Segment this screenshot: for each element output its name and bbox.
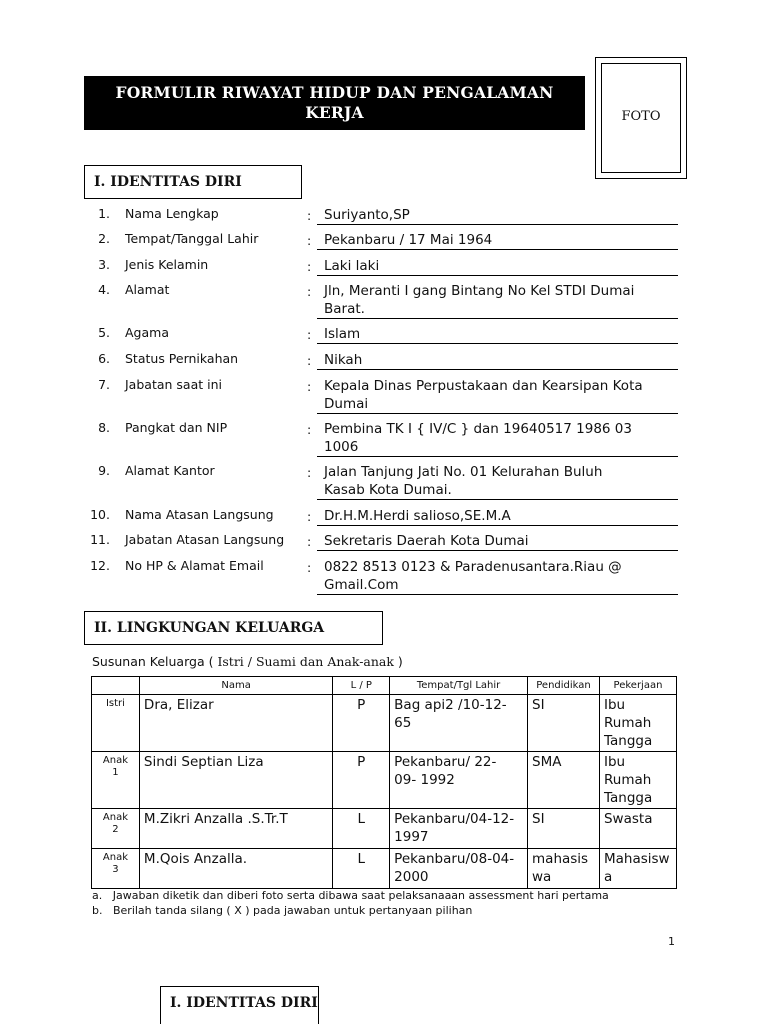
table-cell-pendidikan[interactable] <box>528 695 600 752</box>
relation-number: 3 <box>112 864 119 875</box>
table-header-ttl: Tempat/Tgl Lahir <box>390 677 528 695</box>
cell-line: Mahasisw <box>603 851 670 867</box>
relation-text: Anak <box>102 812 129 823</box>
relation-text: Anak <box>102 852 129 863</box>
field-colon: : <box>307 284 312 299</box>
table-cell-pekerjaan[interactable] <box>599 849 676 889</box>
next-page-section-title: I. IDENTITAS DIRI <box>160 986 319 1024</box>
cell-line: Pekanbaru/08-04- <box>394 851 515 867</box>
field-number: 10. <box>90 507 110 522</box>
photo-box[interactable] <box>595 57 687 179</box>
field-value-line: Gmail.Com <box>324 577 399 593</box>
field-number: 5. <box>98 325 110 340</box>
field-colon: : <box>307 327 312 342</box>
note-letter: a. <box>92 889 103 902</box>
field-value-text: Pekanbaru / 17 Mai 1964 <box>324 232 493 248</box>
field-label: Jabatan Atasan Langsung <box>125 532 285 547</box>
table-cell-pekerjaan[interactable] <box>599 809 676 849</box>
field-number: 1. <box>98 206 110 221</box>
cell-line: 2000 <box>394 869 429 885</box>
table-cell-lp[interactable]: P <box>333 695 390 752</box>
note-letter: b. <box>92 904 103 917</box>
table-cell-nama[interactable]: Sindi Septian Liza <box>139 752 332 809</box>
field-colon: : <box>307 208 312 223</box>
field-value-line: Dumai <box>324 396 369 412</box>
field-colon: : <box>307 353 312 368</box>
note-text: Berilah tanda silang ( X ) pada jawaban untuk pertanyaan pilihan <box>112 904 473 917</box>
field-value-atasan[interactable] <box>317 507 678 526</box>
cell-line: Tangga <box>603 790 653 806</box>
field-value-kelamin[interactable] <box>317 257 678 276</box>
cell-line: 09- 1992 <box>394 772 455 788</box>
field-value-text: Sekretaris Daerah Kota Dumai <box>324 533 529 549</box>
field-value-line: 0822 8513 0123 & Paradenusantara.Riau @ <box>324 559 622 575</box>
field-label: Tempat/Tanggal Lahir <box>125 231 259 246</box>
field-label: Status Pernikahan <box>125 351 239 366</box>
family-caption-b: Istri / Suami dan Anak-anak <box>217 654 394 669</box>
note-text: Jawaban diketik dan diberi foto serta dibawa saat pelaksanaaan assessment hari pertama <box>112 889 609 902</box>
field-label: Nama Lengkap <box>125 206 219 221</box>
field-colon: : <box>307 560 312 575</box>
table-cell-relation <box>92 752 140 809</box>
cell-line: SMA <box>532 754 562 770</box>
table-header-pendidikan: Pendidikan <box>528 677 600 695</box>
table-header-lp: L / P <box>333 677 390 695</box>
table-cell-lp[interactable]: L <box>333 849 390 889</box>
field-value-jabatan[interactable] <box>317 377 678 414</box>
form-title <box>84 76 585 130</box>
field-value-line: Jalan Tanjung Jati No. 01 Kelurahan Buluh <box>324 464 603 480</box>
cell-line: mahasis <box>532 851 589 867</box>
field-value-ttl[interactable] <box>317 231 678 250</box>
table-header-nama: Nama <box>139 677 332 695</box>
relation-number: 1 <box>112 767 119 778</box>
field-number: 11. <box>90 532 110 547</box>
table-cell-ttl[interactable] <box>390 809 528 849</box>
table-cell-nama[interactable]: M.Qois Anzalla. <box>139 849 332 889</box>
field-value-text: Suriyanto,SP <box>324 207 410 223</box>
relation-text: Anak <box>102 755 129 766</box>
cell-line: SI <box>532 697 545 713</box>
field-number: 4. <box>98 282 110 297</box>
field-value-hp-email[interactable] <box>317 558 678 595</box>
cell-line: 65 <box>394 715 412 731</box>
field-colon: : <box>307 509 312 524</box>
note-a <box>92 889 609 902</box>
photo-label: FOTO <box>621 109 661 124</box>
cell-line: wa <box>532 869 552 885</box>
field-number: 6. <box>98 351 110 366</box>
family-caption-a: Susunan Keluarga ( <box>92 654 218 669</box>
table-cell-ttl[interactable] <box>390 849 528 889</box>
page-number: 1 <box>668 935 675 948</box>
table-cell-ttl[interactable] <box>390 752 528 809</box>
table-cell-ttl[interactable] <box>390 695 528 752</box>
family-table <box>91 676 677 889</box>
table-cell-relation <box>92 809 140 849</box>
cell-line: Tangga <box>603 733 653 749</box>
table-row <box>92 695 677 752</box>
cell-line: a <box>603 869 613 885</box>
field-value-line: Barat. <box>324 301 365 317</box>
field-value-line: Kasab Kota Dumai. <box>324 482 452 498</box>
cell-line: Ibu <box>603 754 626 770</box>
field-value-text: Laki laki <box>324 258 380 274</box>
field-colon: : <box>307 233 312 248</box>
table-cell-nama[interactable]: Dra, Elizar <box>139 695 332 752</box>
form-title-line1: FORMULIR RIWAYAT HIDUP DAN PENGALAMAN <box>115 83 554 102</box>
field-number: 7. <box>98 377 110 392</box>
section-keluarga-title: II. LINGKUNGAN KELUARGA <box>84 611 383 645</box>
cell-line: Rumah <box>603 715 652 731</box>
field-value-text: Dr.H.M.Herdi salioso,SE.M.A <box>324 508 511 524</box>
cell-line: Rumah <box>603 772 652 788</box>
form-title-line2: KERJA <box>305 103 364 122</box>
table-cell-nama[interactable]: M.Zikri Anzalla .S.Tr.T <box>139 809 332 849</box>
photo-box-inner <box>601 63 681 173</box>
field-value-line: Pembina TK I { IV/C } dan 19640517 1986 03 <box>324 421 632 437</box>
table-cell-pendidikan[interactable] <box>528 849 600 889</box>
field-label: Jenis Kelamin <box>125 257 209 272</box>
note-b <box>92 904 472 917</box>
table-row <box>92 752 677 809</box>
field-value-status[interactable] <box>317 351 678 370</box>
relation-text: Istri <box>105 698 125 709</box>
cell-line: Ibu <box>603 697 626 713</box>
table-cell-lp[interactable]: P <box>333 752 390 809</box>
field-value-text: Nikah <box>324 352 363 368</box>
cell-line: Swasta <box>603 811 653 827</box>
field-value-alamat[interactable] <box>317 282 678 319</box>
field-value-line: Kepala Dinas Perpustakaan dan Kearsipan Kota <box>324 378 643 394</box>
field-label: Pangkat dan NIP <box>125 420 228 435</box>
field-label: Jabatan saat ini <box>125 377 222 392</box>
field-label: Agama <box>125 325 169 340</box>
field-value-nama[interactable] <box>317 206 678 225</box>
cell-line: Bag api2 /10-12- <box>394 697 507 713</box>
table-header-row <box>92 677 677 695</box>
table-cell-pekerjaan[interactable] <box>599 695 676 752</box>
table-header-relation <box>92 677 140 695</box>
field-number: 12. <box>90 558 110 573</box>
field-value-pangkat[interactable] <box>317 420 678 457</box>
section-identitas-title: I. IDENTITAS DIRI <box>84 165 302 199</box>
relation-number: 2 <box>112 824 119 835</box>
cell-line: Pekanbaru/04-12- <box>394 811 515 827</box>
field-label: Alamat Kantor <box>125 463 215 478</box>
cell-line: 1997 <box>394 829 429 845</box>
table-row <box>92 809 677 849</box>
field-value-line: 1006 <box>324 439 359 455</box>
table-header-pekerjaan: Pekerjaan <box>599 677 676 695</box>
field-colon: : <box>307 379 312 394</box>
field-colon: : <box>307 465 312 480</box>
table-cell-pekerjaan[interactable] <box>599 752 676 809</box>
field-value-jabatan-atasan[interactable] <box>317 532 678 551</box>
field-number: 3. <box>98 257 110 272</box>
cell-line: SI <box>532 811 545 827</box>
table-cell-relation <box>92 695 140 752</box>
field-value-text: Islam <box>324 326 361 342</box>
field-value-line: Jln, Meranti I gang Bintang No Kel STDI Dumai <box>324 283 635 299</box>
cell-line: Pekanbaru/ 22- <box>394 754 497 770</box>
field-number: 2. <box>98 231 110 246</box>
field-label: Alamat <box>125 282 170 297</box>
family-caption-c: ) <box>393 654 403 669</box>
field-value-agama[interactable] <box>317 325 678 344</box>
field-label: No HP & Alamat Email <box>125 558 264 573</box>
field-colon: : <box>307 422 312 437</box>
field-colon: : <box>307 259 312 274</box>
table-cell-relation <box>92 849 140 889</box>
field-number: 8. <box>98 420 110 435</box>
table-row <box>92 849 677 889</box>
family-caption <box>92 654 403 669</box>
field-value-alamat-kantor[interactable] <box>317 463 678 500</box>
table-cell-pendidikan[interactable] <box>528 809 600 849</box>
field-number: 9. <box>98 463 110 478</box>
table-cell-pendidikan[interactable] <box>528 752 600 809</box>
field-colon: : <box>307 534 312 549</box>
table-cell-lp[interactable]: L <box>333 809 390 849</box>
field-label: Nama Atasan Langsung <box>125 507 274 522</box>
